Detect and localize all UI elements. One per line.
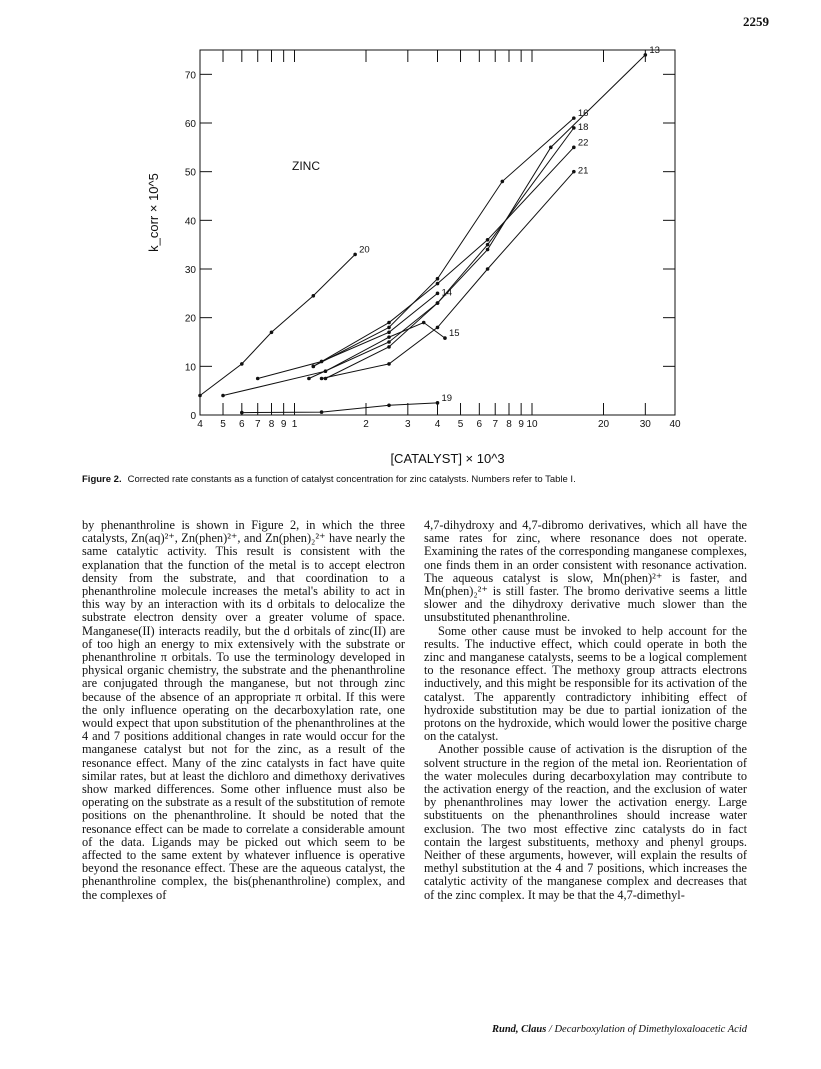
data-point-20 — [240, 362, 244, 366]
right-paragraph: 4,7-dihydroxy and 4,7-dibromo derivatives, which all have the same rates for zinc, where resonance does not operate. Examining the rates of the corresponding manganese complexes, one finds them in an order consistent with resonance activation. The aqueous catalyst is slow, Mn(phen)²⁺ is faster, and Mn(phen)₂²⁺ is still faster. The bromo derivative seems a little slower and the dihydroxy derivative much slower than the unsubstituted phenanthroline. — [424, 518, 747, 625]
data-point-20 — [198, 394, 202, 398]
data-point-15 — [443, 336, 447, 340]
y-tick-label: 40 — [184, 216, 196, 228]
data-point-22 — [312, 365, 316, 369]
x-tick-label: 7 — [492, 419, 499, 430]
y-tick-label: 20 — [184, 313, 196, 325]
footer-title: Decarboxylation of Dimethyloxaloacetic Acid — [554, 1024, 747, 1035]
x-tick-label: 6 — [239, 419, 245, 430]
data-point-19 — [387, 403, 391, 407]
series-label-13: 13 — [649, 44, 660, 56]
caption-label: Figure 2. — [82, 474, 122, 485]
caption-text: Corrected rate constants as a function of catalyst concentration for zinc catalysts. Numbers refer to Table I. — [127, 474, 576, 485]
right-paragraph: Some other cause must be invoked to help account for the results. The inductive effect, which could operate in both the zinc and manganese catalysts, seems to be a logical complement to the resonance effect. The methoxy group attracts electrons inductively, and this might be responsible for its activation of the catalyst. The apparently contradictory inhibiting effect of hydroxide substitution may be due to partial ionization of the protons on the hydroxide, which would lower the positive charge on the catalyst. — [424, 623, 747, 744]
x-tick-label: 2 — [363, 419, 369, 430]
page-number: 2259 — [743, 14, 769, 29]
data-point-16 — [501, 180, 505, 184]
data-point-13 — [486, 248, 490, 252]
x-tick-label: 5 — [457, 419, 464, 430]
series-label-19: 19 — [441, 392, 453, 404]
data-point-14 — [256, 377, 260, 381]
left-paragraph: by phenanthroline is shown in Figure 2, in which the three catalysts, Zn(aq)²⁺, Zn(phen)²⁺, and Zn(phen)₂²⁺ have nearly the same catalytic activity. This result is consistent with the explanation that the function of the metal is to accept electron density from the substrate, and that coordination to a phenanthroline molecule increases the metal's ability to act in this way by an interaction with its d orbitals to delocalize the substrate electron density over a greater volume of space. Manganese(II) interacts readily, but the d orbitals of zinc(II) are of too high an energy to mix extensively with the substrate or phenanthroline π orbitals. To use the terminology developed in physical organic chemistry, the substrate and the phenanthroline are conjugated through the manganese, but not through zinc because of the absence of an appropriate π orbital. If this were the only influence operating on the decarboxylation rate, one would expect that upon substitution of the phenanthrolines at the 4 and 7 positions additional changes in rate would occur for the manganese catalyst but not for the zinc, as a result of the resonance effect. Many of the zinc catalysts in fact have quite similar rates, but at least the dichloro and dimethoxy derivatives show marked differences. Some other influence must also be operating on the substrate as a result of the substitution of remote positions on the phenanthroline. It should be noted that the resonance effect can be made to correlate a considerable amount of the data. Ligands may be picked out which seem to be affected to the same extent by whatever influence is operative beyond the resonance effect. These are the aqueous catalyst, the phenanthroline complex, the bis(phenanthroline) complex, and the complexes of — [82, 518, 405, 902]
y-tick-label: 70 — [184, 70, 196, 82]
data-point-15 — [422, 321, 426, 325]
data-point-16 — [572, 116, 576, 120]
series-line-15 — [223, 323, 445, 396]
data-point-19 — [436, 401, 440, 405]
x-tick-label: 8 — [268, 419, 275, 430]
right-column — [424, 519, 747, 902]
x-tick-label: 7 — [254, 419, 261, 430]
x-tick-label: 1 — [291, 419, 298, 430]
y-tick-label: 0 — [190, 411, 196, 422]
y-tick-label: 10 — [184, 362, 196, 374]
data-point-14 — [387, 330, 391, 334]
series-line-13 — [325, 55, 645, 379]
data-point-22 — [486, 238, 490, 242]
data-point-13 — [324, 377, 328, 381]
series-label-14: 14 — [441, 287, 453, 299]
x-axis-label: [CATALYST] × 10^3 — [390, 451, 505, 466]
series-label-22: 22 — [577, 137, 589, 149]
data-point-22 — [572, 146, 576, 150]
data-point-21 — [320, 377, 324, 381]
right-paragraph: Another possible cause of activation is the disruption of the solvent structure in the region of the metal ion. Reorientation of the water molecules during decarboxylation may contribute to the activation energy of the reaction, and the exclusion of water by phenanthrolines may lower the activation energy. Large substituents on the phenanthrolines should increase water exclusion. The two most effective zinc catalysts do in fact contain the largest substituents, methoxy and phenyl groups. Neither of these arguments, however, will explain the results of methyl substitution at the 4 and 7 positions, which increases the catalytic activity of the manganese complex and decreases that of the zinc complex. It may be that the 4,7-dimethyl- — [424, 742, 747, 902]
footer-authors: Rund, Claus — [492, 1024, 547, 1035]
running-footer — [492, 1024, 747, 1035]
series-label-16: 16 — [577, 108, 589, 120]
data-point-20 — [312, 294, 316, 298]
zinc-rate-chart — [140, 40, 700, 480]
y-tick-label: 50 — [184, 167, 196, 179]
figure — [140, 40, 700, 480]
y-tick-label: 30 — [184, 265, 196, 276]
x-tick-label: 3 — [405, 419, 411, 430]
y-axis-label: k_corr × 10^5 — [146, 173, 161, 252]
x-tick-label: 40 — [669, 419, 681, 430]
zinc-label: ZINC — [292, 159, 320, 173]
data-point-15 — [387, 335, 391, 339]
data-point-21 — [572, 170, 576, 174]
data-point-21 — [486, 267, 490, 271]
data-point-20 — [353, 253, 357, 257]
series-label-18: 18 — [577, 121, 589, 133]
plot-frame — [200, 50, 675, 415]
data-point-13 — [387, 345, 391, 349]
data-point-13 — [644, 53, 648, 57]
y-tick-label: 60 — [184, 119, 196, 130]
x-tick-label: 4 — [434, 419, 441, 430]
data-point-19 — [320, 410, 324, 414]
data-point-20 — [270, 330, 274, 334]
data-point-14 — [436, 292, 440, 296]
data-point-18 — [387, 340, 391, 344]
x-tick-label: 4 — [197, 419, 203, 430]
series-label-21: 21 — [577, 165, 589, 177]
x-tick-label: 9 — [518, 419, 524, 430]
left-column — [82, 519, 405, 902]
data-point-16 — [387, 326, 391, 330]
series-line-18 — [309, 128, 574, 379]
x-tick-label: 20 — [597, 419, 610, 430]
footer-separator: / — [548, 1024, 552, 1035]
data-point-18 — [486, 243, 490, 247]
data-point-22 — [387, 321, 391, 325]
series-line-20 — [200, 254, 355, 395]
series-label-15: 15 — [448, 328, 460, 340]
x-tick-label: 5 — [220, 419, 226, 430]
data-point-13 — [436, 301, 440, 305]
x-tick-label: 9 — [280, 419, 287, 430]
x-tick-label: 10 — [526, 419, 538, 430]
data-point-22 — [436, 282, 440, 286]
data-point-15 — [221, 394, 225, 398]
data-point-18 — [307, 377, 311, 381]
x-tick-label: 6 — [476, 419, 483, 430]
series-label-20: 20 — [359, 244, 370, 256]
data-point-21 — [387, 362, 391, 366]
x-tick-label: 30 — [639, 419, 651, 430]
series-line-16 — [313, 118, 574, 366]
data-point-19 — [240, 411, 244, 415]
x-tick-label: 8 — [506, 419, 512, 430]
data-point-16 — [436, 277, 440, 281]
data-point-13 — [549, 146, 553, 150]
figure-caption — [82, 474, 762, 485]
data-point-21 — [436, 326, 440, 330]
